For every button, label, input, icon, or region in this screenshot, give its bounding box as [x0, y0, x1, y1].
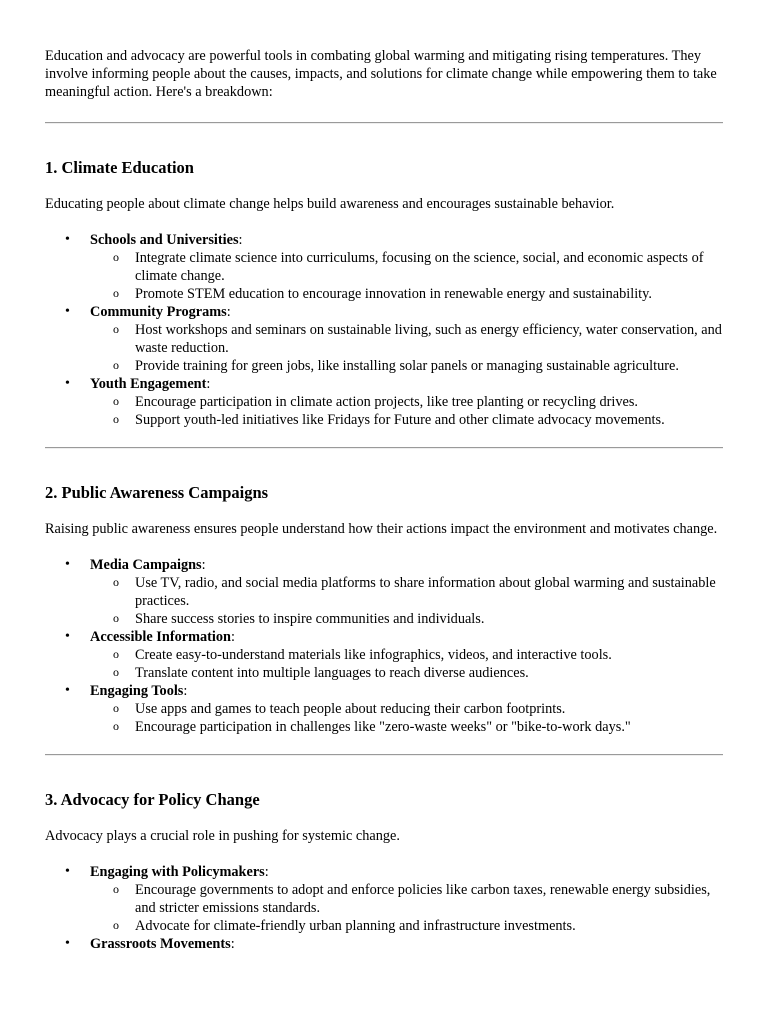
- circle-bullet-icon: o: [113, 394, 119, 408]
- circle-bullet-icon: o: [113, 701, 119, 715]
- sub-list-item: o Host workshops and seminars on sustainable living, such as energy efficiency, water conservation, and waste reduction.: [113, 322, 722, 356]
- sub-list: [90, 646, 723, 682]
- circle-bullet-icon: o: [113, 611, 119, 625]
- circle-bullet-icon: o: [113, 322, 119, 336]
- bullet-list: [45, 556, 723, 736]
- circle-bullet-icon: o: [113, 882, 119, 896]
- list-item-title: Youth Engagement: [90, 376, 207, 392]
- sub-list-item: o Create easy-to-understand materials like infographics, videos, and interactive tools.: [113, 647, 612, 663]
- sub-list: [90, 700, 723, 736]
- section-heading: 1. Climate Education: [45, 158, 194, 177]
- list-item: • Media Campaigns: o Use TV, radio, and social media platforms to share information about global warming and sustainable practices. o Share success stories to inspire communities and individuals.: [45, 556, 723, 628]
- bullet-icon: •: [65, 629, 70, 644]
- section-advocacy-policy: [45, 790, 723, 953]
- section-lead: Advocacy plays a crucial role in pushing for systemic change.: [45, 828, 400, 844]
- bullet-icon: •: [65, 936, 70, 951]
- list-item-title: Schools and Universities: [90, 232, 239, 248]
- circle-bullet-icon: o: [113, 918, 119, 932]
- list-item: • Community Programs: o Host workshops and seminars on sustainable living, such as energy efficiency, water conservation, and waste reduction. o Provide training for green jobs, like installing solar panels or managing sustainable agriculture.: [65, 304, 722, 374]
- circle-bullet-icon: o: [113, 719, 119, 733]
- sub-list-item: o Encourage participation in challenges like "zero-waste weeks" or "bike-to-work days.": [113, 719, 631, 735]
- bullet-icon: •: [65, 376, 70, 391]
- circle-bullet-icon: o: [113, 358, 119, 372]
- sub-list-item: o Encourage governments to adopt and enforce policies like carbon taxes, renewable energy subsidies, and stricter emissions standards.: [113, 882, 711, 916]
- bullet-list: [45, 863, 723, 953]
- sub-list-item: o Encourage participation in climate action projects, like tree planting or recycling drives.: [113, 394, 638, 410]
- section-climate-education: [45, 158, 723, 429]
- sub-list-item: o Provide training for green jobs, like installing solar panels or managing sustainable agriculture.: [113, 358, 679, 374]
- section-heading: 2. Public Awareness Campaigns: [45, 483, 269, 502]
- list-item-title: Engaging Tools: [90, 683, 184, 699]
- section-lead: Educating people about climate change helps build awareness and encourages sustainable behavior.: [45, 196, 615, 212]
- list-item-title: Accessible Information: [90, 629, 231, 645]
- bullet-icon: •: [65, 683, 70, 698]
- sub-list-item: o Promote STEM education to encourage innovation in renewable energy and sustainability.: [113, 286, 652, 302]
- list-item-title: Media Campaigns: [90, 557, 202, 573]
- circle-bullet-icon: o: [113, 575, 119, 589]
- bullet-list: [45, 231, 723, 429]
- section-lead: Raising public awareness ensures people understand how their actions impact the environment and motivates change.: [45, 521, 718, 537]
- list-item: • Schools and Universities: o Integrate climate science into curriculums, focusing on the science, social, and economic aspects of climate change. o Promote STEM education to encourage innovation in renewable energy and sustainability.: [45, 231, 723, 303]
- sub-list: [90, 881, 723, 935]
- sub-list-item: o Use TV, radio, and social media platforms to share information about global warming and sustainable practices.: [113, 575, 716, 609]
- section-heading: 3. Advocacy for Policy Change: [45, 790, 260, 809]
- bullet-icon: •: [65, 557, 70, 572]
- sub-list-item: o Use apps and games to teach people about reducing their carbon footprints.: [113, 701, 566, 717]
- sub-list: [90, 393, 723, 429]
- circle-bullet-icon: o: [113, 250, 119, 264]
- sub-list-item: o Support youth-led initiatives like Fridays for Future and other climate advocacy movements.: [113, 412, 665, 428]
- bullet-icon: •: [65, 864, 70, 879]
- list-item: • Grassroots Movements:: [65, 936, 235, 952]
- sub-list-item: o Share success stories to inspire communities and individuals.: [113, 611, 485, 627]
- circle-bullet-icon: o: [113, 286, 119, 300]
- sub-list: [90, 574, 723, 628]
- list-item: • Youth Engagement: o Encourage participation in climate action projects, like tree planting or recycling drives. o Support youth-led initiatives like Fridays for Future and other climate advocacy movements.: [45, 375, 723, 429]
- sub-list: [90, 249, 723, 303]
- list-item: • Engaging with Policymakers: o Encourage governments to adopt and enforce policies like carbon taxes, renewable energy subsidies, and stricter emissions standards. o Advocate for climate-friendly urban planning and infrastructure investments.: [45, 863, 723, 935]
- sub-list-item: o Advocate for climate-friendly urban planning and infrastructure investments.: [113, 918, 576, 934]
- section-divider: [45, 122, 723, 124]
- circle-bullet-icon: o: [113, 647, 119, 661]
- list-item-title: Grassroots Movements: [90, 936, 231, 952]
- bullet-icon: •: [65, 304, 70, 319]
- sub-list: [90, 321, 723, 375]
- list-item-title: Engaging with Policymakers: [90, 864, 265, 880]
- list-item: • Accessible Information: o Create easy-to-understand materials like infographics, videos, and interactive tools. o Translate content into multiple languages to reach diverse audiences.: [45, 628, 723, 682]
- section-public-awareness: [45, 483, 723, 736]
- sub-list-item: o Integrate climate science into curriculums, focusing on the science, social, and economic aspects of climate change.: [113, 250, 704, 284]
- intro-paragraph: Education and advocacy are powerful tools in combating global warming and mitigating rising temperatures. They involve informing people about the causes, impacts, and solutions for climate change while empowering them to take meaningful action. Here's a breakdown:: [45, 48, 717, 100]
- list-item-title: Community Programs: [90, 304, 227, 320]
- section-divider: [45, 754, 723, 756]
- sub-list-item: o Translate content into multiple languages to reach diverse audiences.: [113, 665, 529, 681]
- circle-bullet-icon: o: [113, 412, 119, 426]
- list-item: • Engaging Tools: o Use apps and games to teach people about reducing their carbon footprints. o Encourage participation in challenges like "zero-waste weeks" or "bike-to-work days.": [45, 682, 723, 736]
- section-divider: [45, 447, 723, 449]
- circle-bullet-icon: o: [113, 665, 119, 679]
- bullet-icon: •: [65, 232, 70, 247]
